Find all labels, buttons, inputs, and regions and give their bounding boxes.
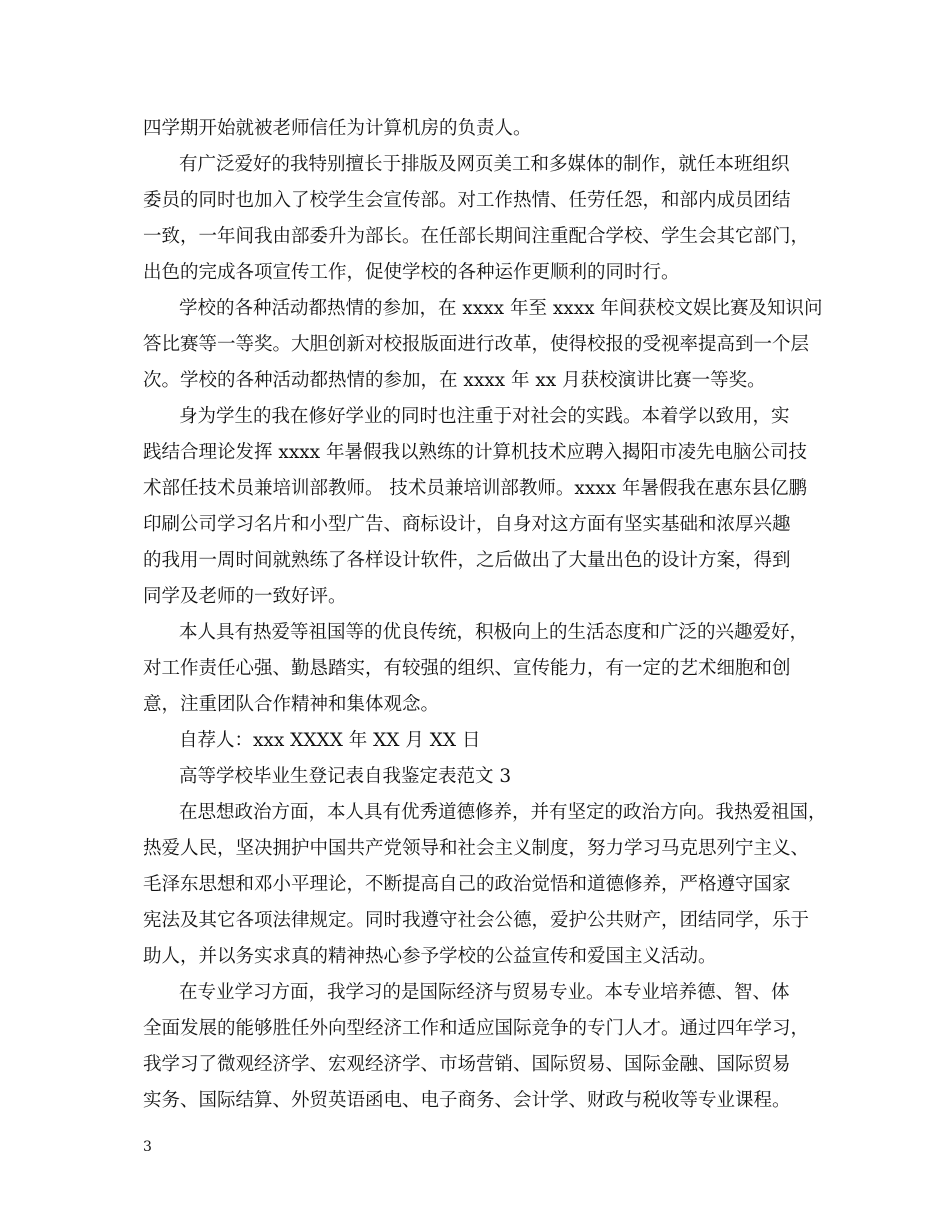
text-line: 对工作责任心强、勤恳踏实，有较强的组织、宣传能力，有一定的艺术细胞和创: [143, 658, 791, 679]
text-line: 术部任技术员兼培训部教师。 技术员兼培训部教师。xxxx 年暑假我在惠东县亿鹏: [143, 478, 807, 499]
text-line: 四学期开始就被老师信任为计算机房的负责人。: [143, 118, 532, 139]
text-line: 身为学生的我在修好学业的同时也注重于对社会的实践。本着学以致用，实: [179, 406, 790, 427]
signature-line: 自荐人：xxx XXXX 年 XX 月 XX 日: [179, 730, 481, 751]
text-line: 本人具有热爱等祖国等的优良传统，积极向上的生活态度和广泛的兴趣爱好，: [179, 622, 809, 643]
text-line: 在专业学习方面，我学习的是国际经济与贸易专业。本专业培养德、智、体: [179, 982, 790, 1003]
section-heading: 高等学校毕业生登记表自我鉴定表范文 3: [179, 766, 512, 787]
page-number: 3: [143, 1139, 152, 1155]
text-line: 印刷公司学习名片和小型广告、商标设计，自身对这方面有坚实基础和浓厚兴趣: [143, 514, 791, 535]
text-line: 同学及老师的一致好评。: [143, 586, 347, 607]
text-line: 次。学校的各种活动都热情的参加，在 xxxx 年 xx 月获校演讲比赛一等奖。: [143, 370, 766, 391]
text-line: 有广泛爱好的我特别擅长于排版及网页美工和多媒体的制作，就任本班组织: [179, 154, 790, 175]
text-line: 答比赛等一等奖。大胆创新对校报版面进行改革，使得校报的受视率提高到一个层: [143, 334, 810, 355]
text-line: 践结合理论发挥 xxxx 年暑假我以熟练的计算机技术应聘入揭阳市凌先电脑公司技: [143, 442, 807, 463]
text-line: 热爱人民，坚决拥护中国共产党领导和社会主义制度，努力学习马克思列宁主义、: [143, 838, 810, 859]
text-line: 一致，一年间我由部委升为部长。在任部长期间注重配合学校、学生会其它部门，: [143, 226, 810, 247]
text-line: 毛泽东思想和邓小平理论，不断提高自己的政治觉悟和道德修养，严格遵守国家: [143, 874, 791, 895]
text-line: 意，注重团队合作精神和集体观念。: [143, 694, 440, 715]
text-line: 委员的同时也加入了校学生会宣传部。对工作热情、任劳任怨，和部内成员团结: [143, 190, 791, 211]
text-line: 宪法及其它各项法律规定。同时我遵守社会公德，爱护公共财产，团结同学，乐于: [143, 910, 810, 931]
text-line: 全面发展的能够胜任外向型经济工作和适应国际竞争的专门人才。通过四年学习，: [143, 1018, 810, 1039]
text-line: 实务、国际结算、外贸英语函电、电子商务、会计学、财政与税收等专业课程。: [143, 1090, 791, 1111]
text-line: 出色的完成各项宣传工作，促使学校的各种运作更顺利的同时行。: [143, 262, 680, 283]
text-line: 我学习了微观经济学、宏观经济学、市场营销、国际贸易、国际金融、国际贸易: [143, 1054, 791, 1075]
text-line: 在思想政治方面，本人具有优秀道德修养，并有坚定的政治方向。我热爱祖国，: [179, 802, 827, 823]
text-line: 助人，并以务实求真的精神热心参予学校的公益宣传和爱国主义活动。: [143, 946, 717, 967]
text-line: 的我用一周时间就熟练了各样设计软件，之后做出了大量出色的设计方案，得到: [143, 550, 791, 571]
text-line: 学校的各种活动都热情的参加，在 xxxx 年至 xxxx 年间获校文娱比赛及知识问: [179, 298, 823, 319]
